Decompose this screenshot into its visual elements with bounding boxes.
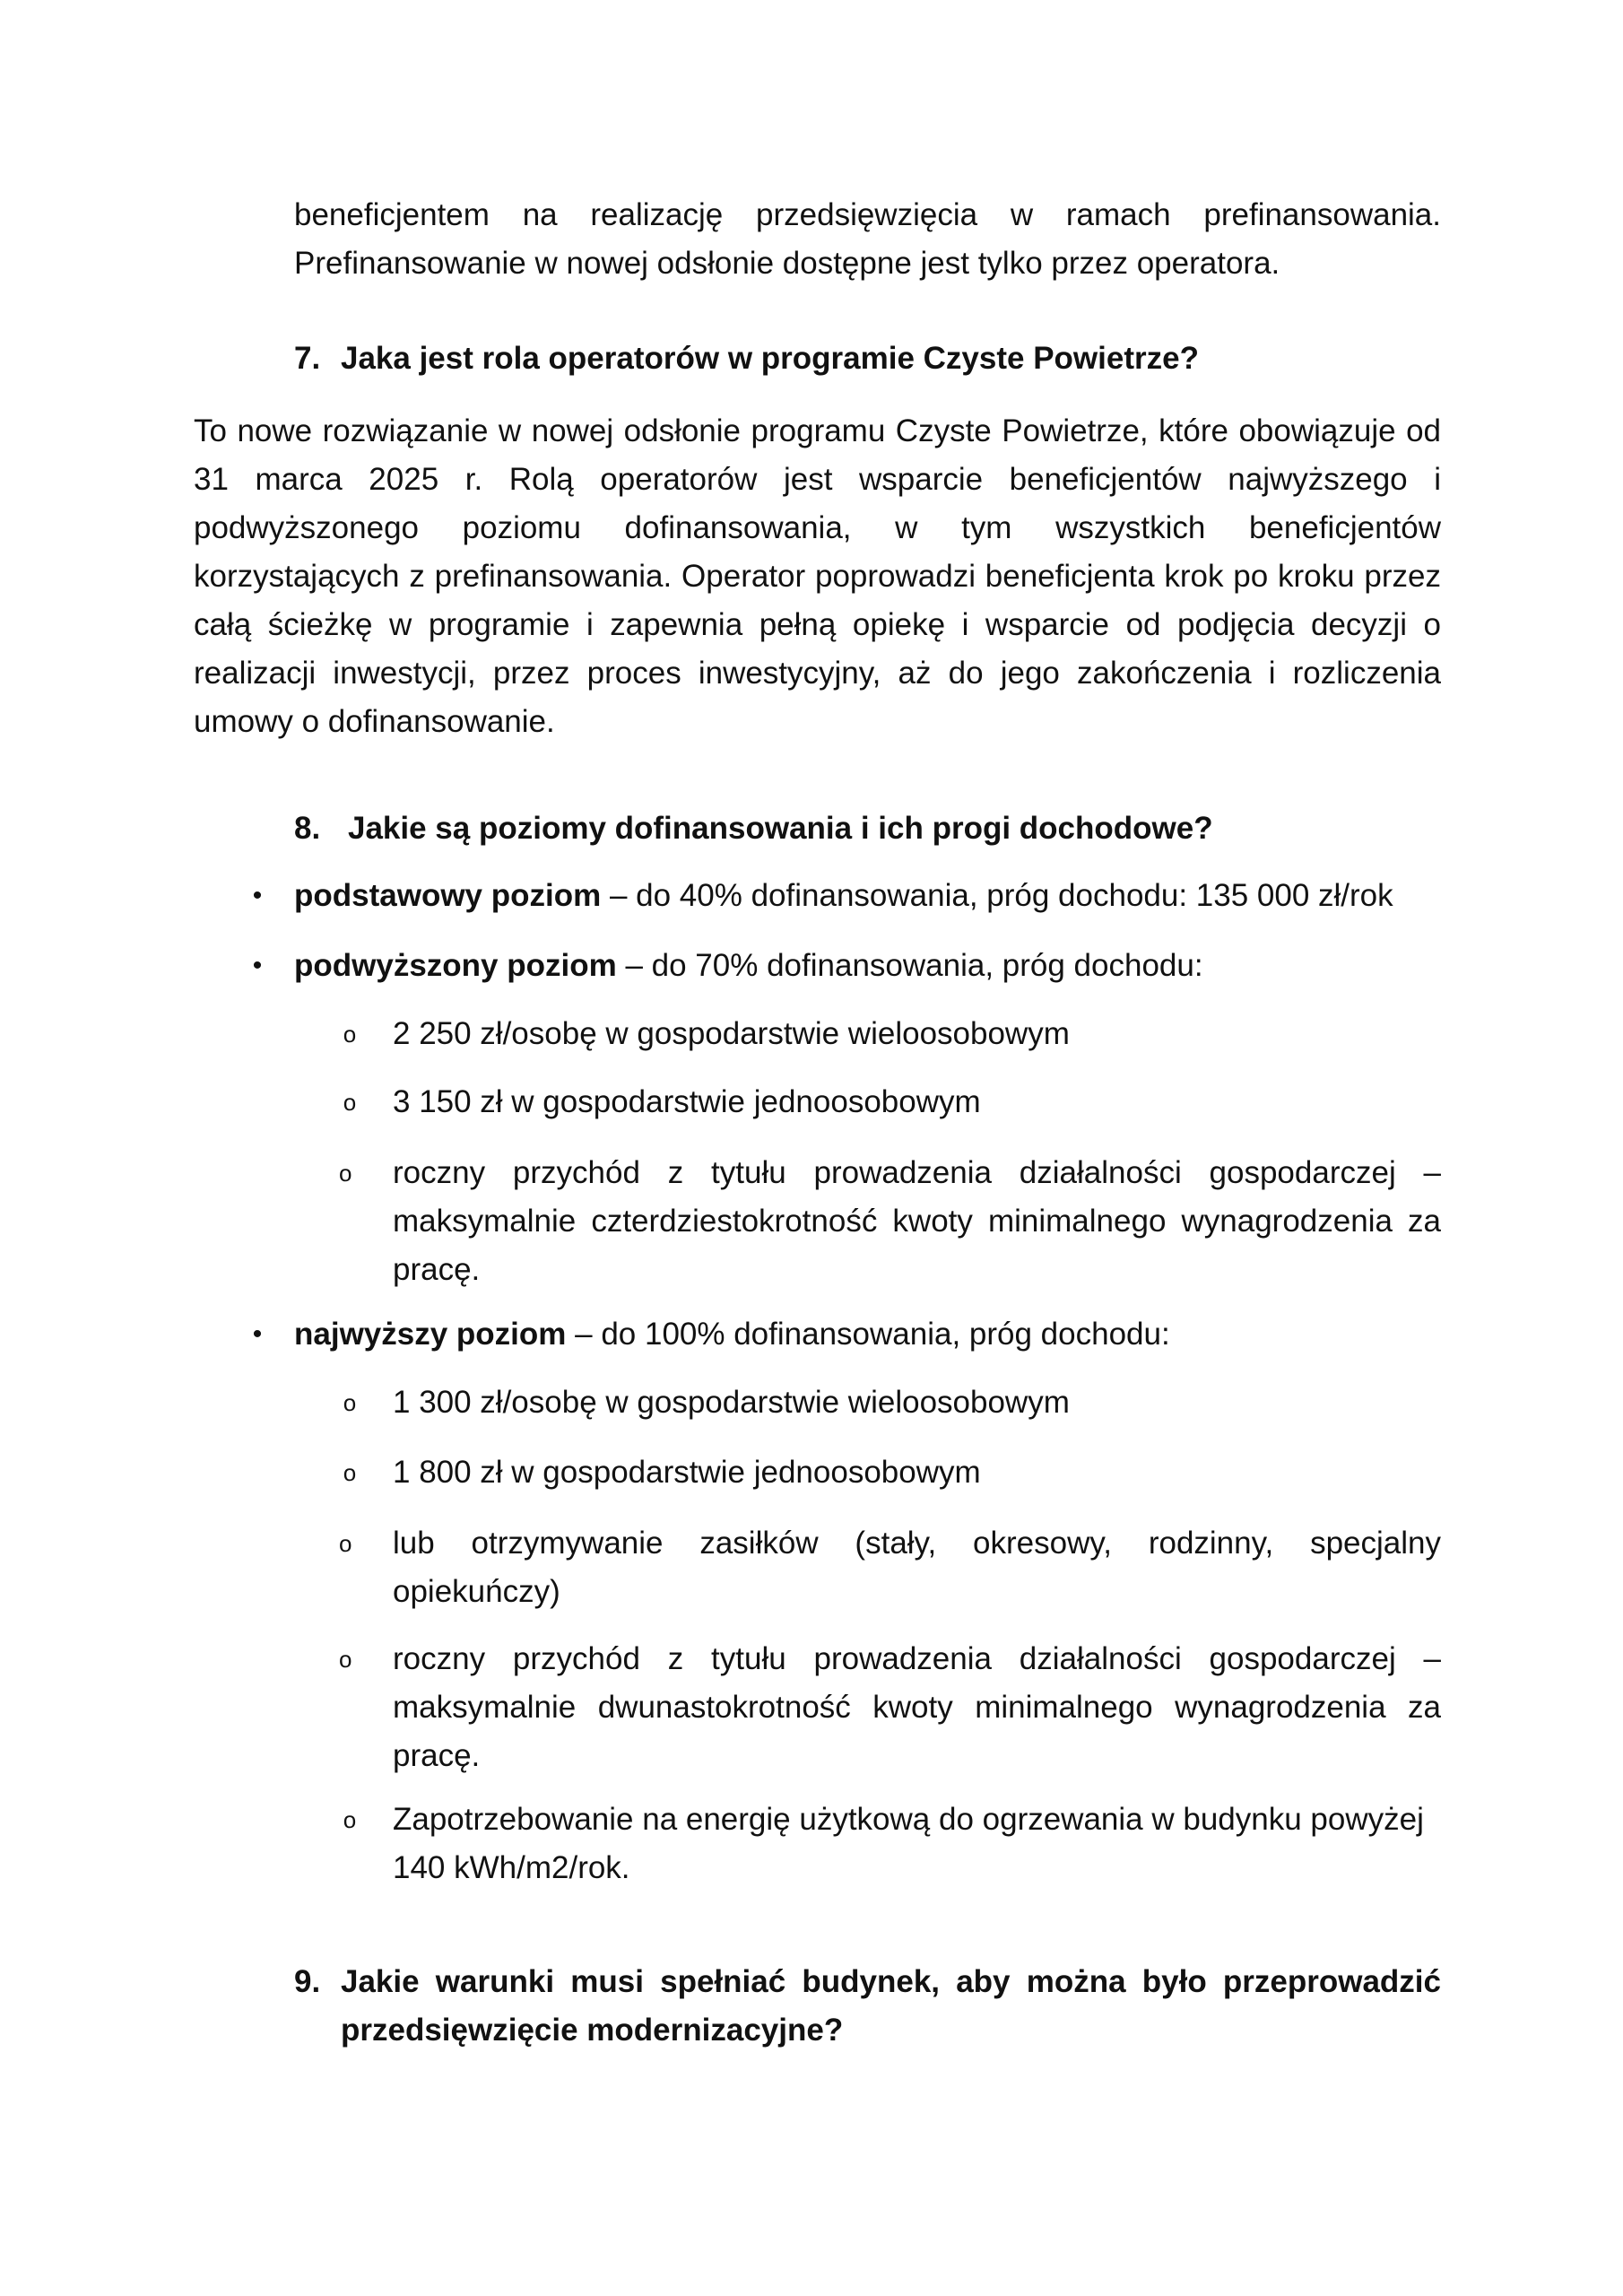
sub-bullet-icon: o: [339, 1160, 352, 1187]
sub-list-item: [343, 1078, 1441, 1126]
question-title: Jakie są poziomy dofinansowania i ich progi dochodowe?: [348, 811, 1213, 846]
sub-item-text: 2 250 zł/osobę w gospodarstwie wieloosobowym: [393, 1016, 1070, 1051]
level-description: – do 70% dofinansowania, próg dochodu:: [616, 948, 1203, 983]
sub-list-item: [343, 1378, 1441, 1427]
list-item-level-increased: [252, 942, 1441, 990]
sub-item-text: Zapotrzebowanie na energię użytkową do ogrzewania w budynku powyżej 140 kWh/m2/rok.: [393, 1802, 1424, 1885]
sub-item-text: 1 800 zł w gospodarstwie jednoosobowym: [393, 1455, 981, 1490]
sub-bullet-icon: o: [343, 1459, 357, 1486]
sub-list-item: [339, 1519, 1441, 1616]
level-description: – do 40% dofinansowania, próg dochodu: 135 000 zł/rok: [601, 878, 1393, 913]
question-title: Jakie warunki musi spełniać budynek, aby można było przeprowadzić przedsięwzięcie modernizacyjne?: [341, 1964, 1441, 2048]
bullet-icon: •: [252, 1319, 263, 1349]
sub-list-item: [343, 1448, 1441, 1497]
level-name: najwyższy poziom: [294, 1317, 567, 1352]
question-7-heading: [294, 335, 1441, 383]
level-name: podwyższony poziom: [294, 948, 617, 983]
level-description: – do 100% dofinansowania, próg dochodu:: [566, 1317, 1170, 1352]
intro-paragraph: beneficjentem na realizację przedsięwzięcia w ramach prefinansowania. Prefinansowanie w nowej odsłonie dostępne jest tylko przez operatora.: [294, 197, 1441, 281]
sub-bullet-icon: o: [343, 1089, 357, 1116]
sub-item-text: lub otrzymywanie zasiłków (stały, okresowy, rodzinny, specjalny opiekuńczy): [393, 1526, 1441, 1609]
bullet-icon: •: [252, 881, 263, 910]
sub-list-item: [343, 1796, 1441, 1892]
sub-item-text: roczny przychód z tytułu prowadzenia działalności gospodarczej – maksymalnie czterdziestokrotność kwoty minimalnego wynagrodzenia za pracę.: [393, 1155, 1441, 1287]
bullet-icon: •: [252, 951, 263, 980]
sub-list-item: [339, 1635, 1441, 1780]
question-title: Jaka jest rola operatorów w programie Czyste Powietrze?: [341, 341, 1199, 376]
sub-list-item: [339, 1149, 1441, 1294]
question-number: 8.: [294, 811, 321, 846]
sub-bullet-icon: o: [343, 1021, 357, 1048]
sub-item-text: roczny przychód z tytułu prowadzenia działalności gospodarczej – maksymalnie dwunastokrotność kwoty minimalnego wynagrodzenia za pracę.: [393, 1641, 1441, 1773]
sub-bullet-icon: o: [343, 1389, 357, 1416]
sub-bullet-icon: o: [339, 1530, 352, 1557]
question-8-heading: [294, 804, 1441, 853]
list-item-level-basic: [252, 872, 1441, 920]
question-9-heading: [294, 1958, 1441, 2055]
sub-item-text: 1 300 zł/osobę w gospodarstwie wieloosobowym: [393, 1385, 1070, 1420]
sub-bullet-icon: o: [339, 1646, 352, 1673]
level-name: podstawowy poziom: [294, 878, 602, 913]
sub-item-text: 3 150 zł w gospodarstwie jednoosobowym: [393, 1084, 981, 1119]
sub-list-item: [343, 1010, 1441, 1058]
sub-bullet-icon: o: [343, 1806, 357, 1833]
question-7-answer: To nowe rozwiązanie w nowej odsłonie programu Czyste Powietrze, które obowiązuje od 31 marca 2025 r. Rolą operatorów jest wsparcie beneficjentów najwyższego i podwyższonego poziomu dofinansowania, w tym wszystkich beneficjentów korzystających z prefinansowania. Operator poprowadzi beneficjenta krok po kroku przez całą ścieżkę w programie i zapewnia pełną opiekę i wsparcie od podjęcia decyzji o realizacji inwestycji, przez proces inwestycyjny, aż do jego zakończenia i rozliczenia umowy o dofinansowanie.: [194, 413, 1441, 739]
list-item-level-highest: [252, 1310, 1441, 1359]
question-number: 9.: [294, 1964, 321, 1999]
question-number: 7.: [294, 341, 321, 376]
